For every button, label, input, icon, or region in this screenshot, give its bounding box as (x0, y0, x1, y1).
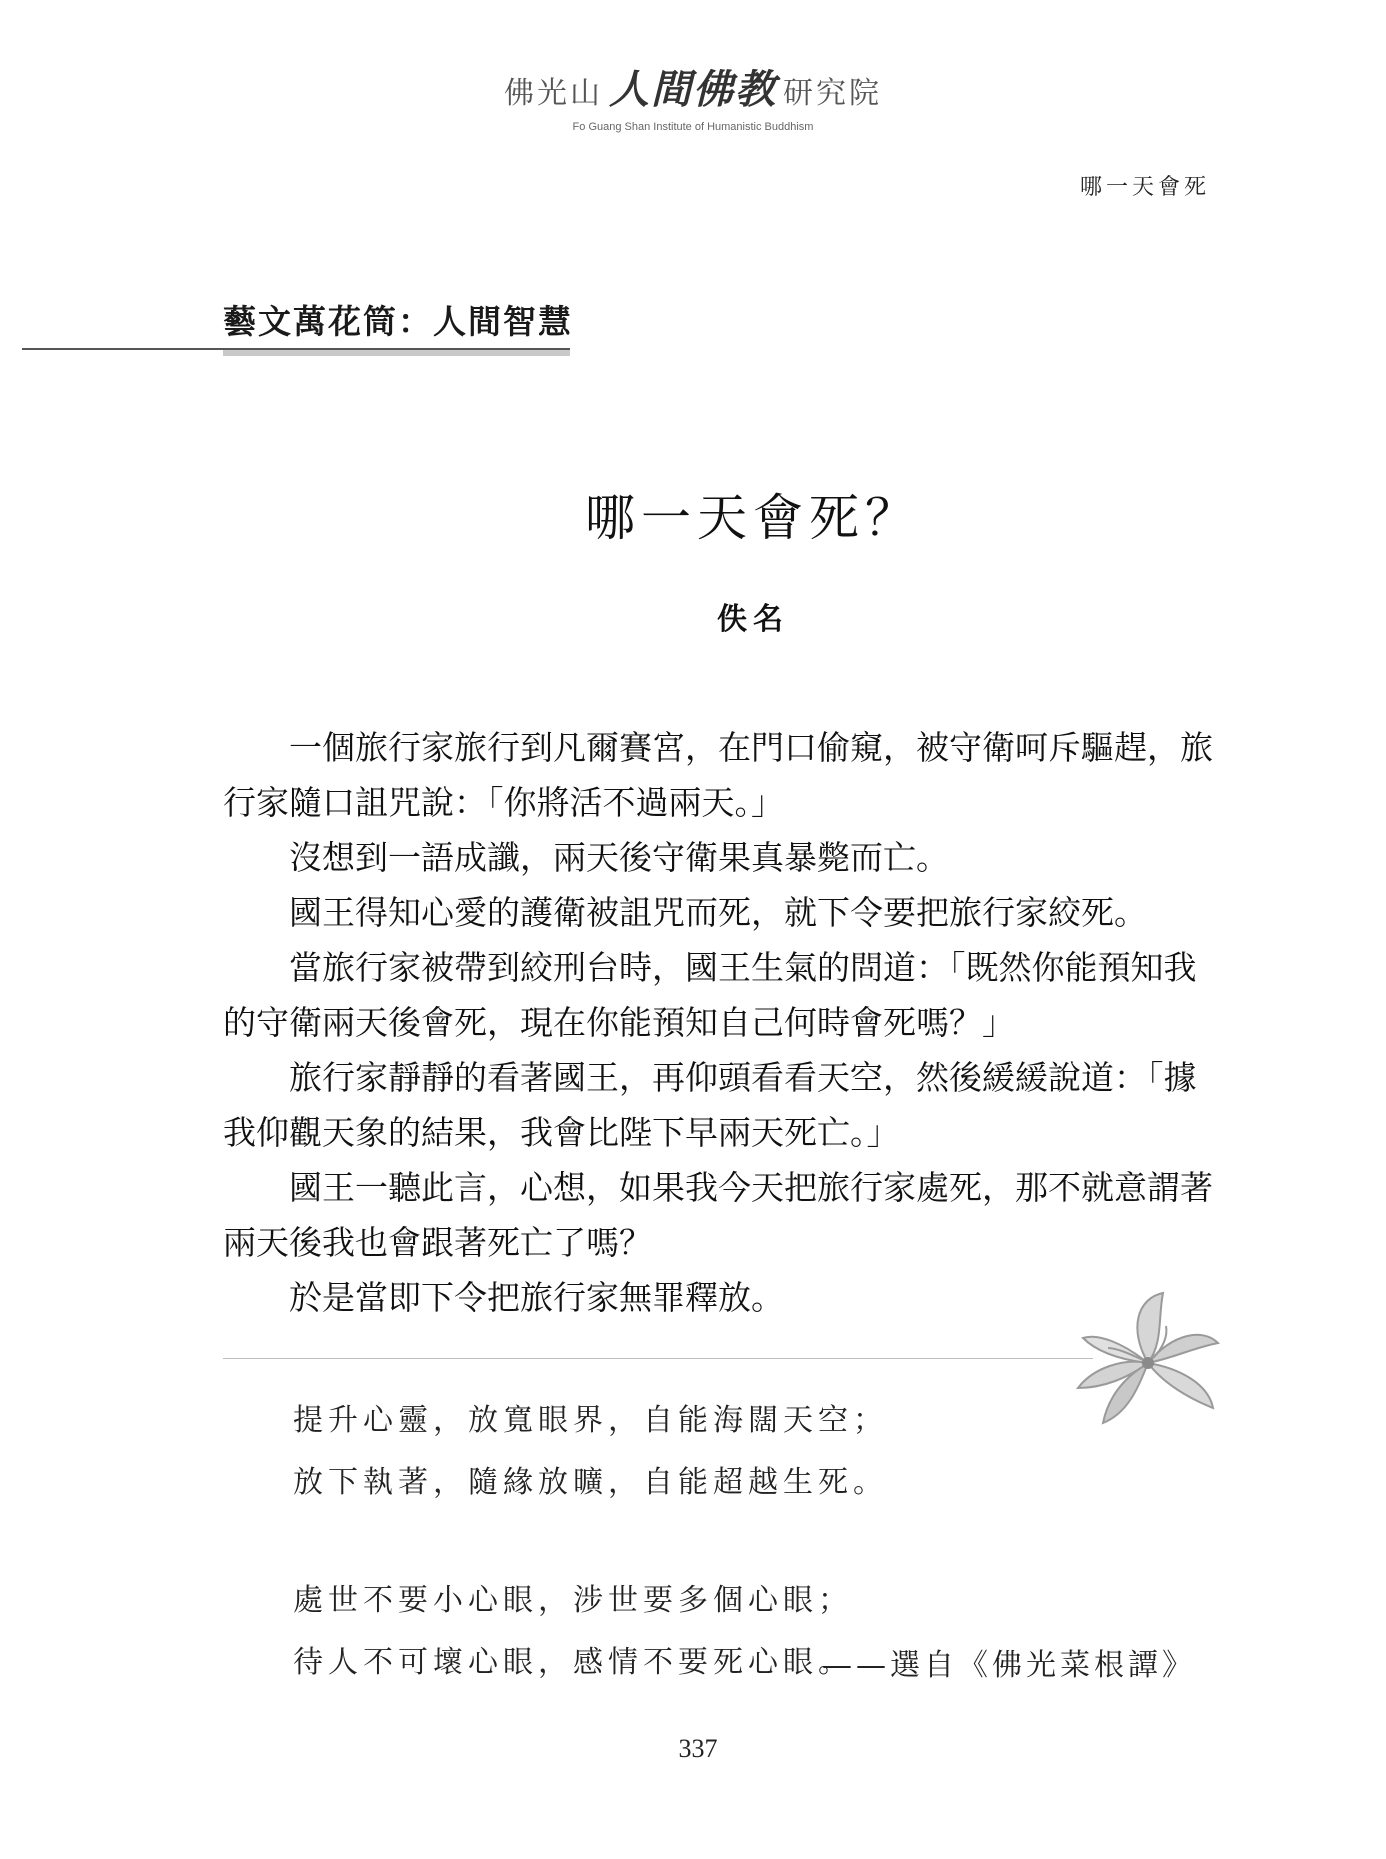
paragraph: 當旅行家被帶到絞刑台時，國王生氣的問道：「既然你能預知我的守衛兩天後會死，現在你能預知自己何時會死嗎？」 (223, 951, 1197, 1042)
paragraph: 於是當即下令把旅行家無罪釋放。 (289, 1281, 784, 1317)
institute-logo-calligraphy: 人間佛教 (609, 66, 777, 113)
institute-header (0, 58, 1386, 133)
page-number: 337 (678, 1734, 718, 1763)
institute-name (0, 58, 1386, 115)
running-head: 哪一天會死 (1079, 175, 1210, 200)
section-rule-shade (223, 350, 570, 356)
article-body (223, 722, 1223, 1327)
institute-english-name: Fo Guang Shan Institute of Humanistic Buddhism (572, 121, 814, 133)
paragraph: 一個旅行家旅行到凡爾賽宮，在門口偷窺，被守衛呵斥驅趕，旅行家隨口詛咒說：「你將活不過兩天。」 (223, 731, 1213, 822)
paragraph: 國王得知心愛的護衛被詛咒而死，就下令要把旅行家絞死。 (289, 896, 1147, 932)
quote-line: 待人不可壞心眼，感情不要死心眼。 (293, 1645, 853, 1680)
paragraph: 國王一聽此言，心想，如果我今天把旅行家處死，那不就意謂著兩天後我也會跟著死亡了嗎？ (223, 1171, 1213, 1262)
paragraph: 旅行家靜靜的看著國王，再仰頭看看天空，然後緩緩說道：「據我仰觀天象的結果，我會比陛下早兩天死亡。」 (223, 1061, 1197, 1152)
quote-line: 處世不要小心眼，涉世要多個心眼； (293, 1583, 853, 1618)
quote-line: 提升心靈，放寬眼界，自能海闊天空； (293, 1403, 888, 1438)
quote-line: 放下執著，隨緣放曠，自能超越生死。 (293, 1465, 888, 1500)
quote-divider (223, 1358, 1093, 1359)
section-title: 藝文萬花筒：人間智慧 (223, 302, 573, 341)
quote-source: ——選自《佛光菜根譚》 (822, 1648, 1196, 1683)
article-title: 哪一天會死？ (585, 489, 921, 547)
paragraph: 沒想到一語成讖，兩天後守衛果真暴斃而亡。 (289, 841, 949, 877)
article-author: 佚名 (717, 602, 789, 637)
institute-prefix: 佛光山 (504, 76, 603, 111)
institute-suffix: 研究院 (783, 76, 882, 111)
